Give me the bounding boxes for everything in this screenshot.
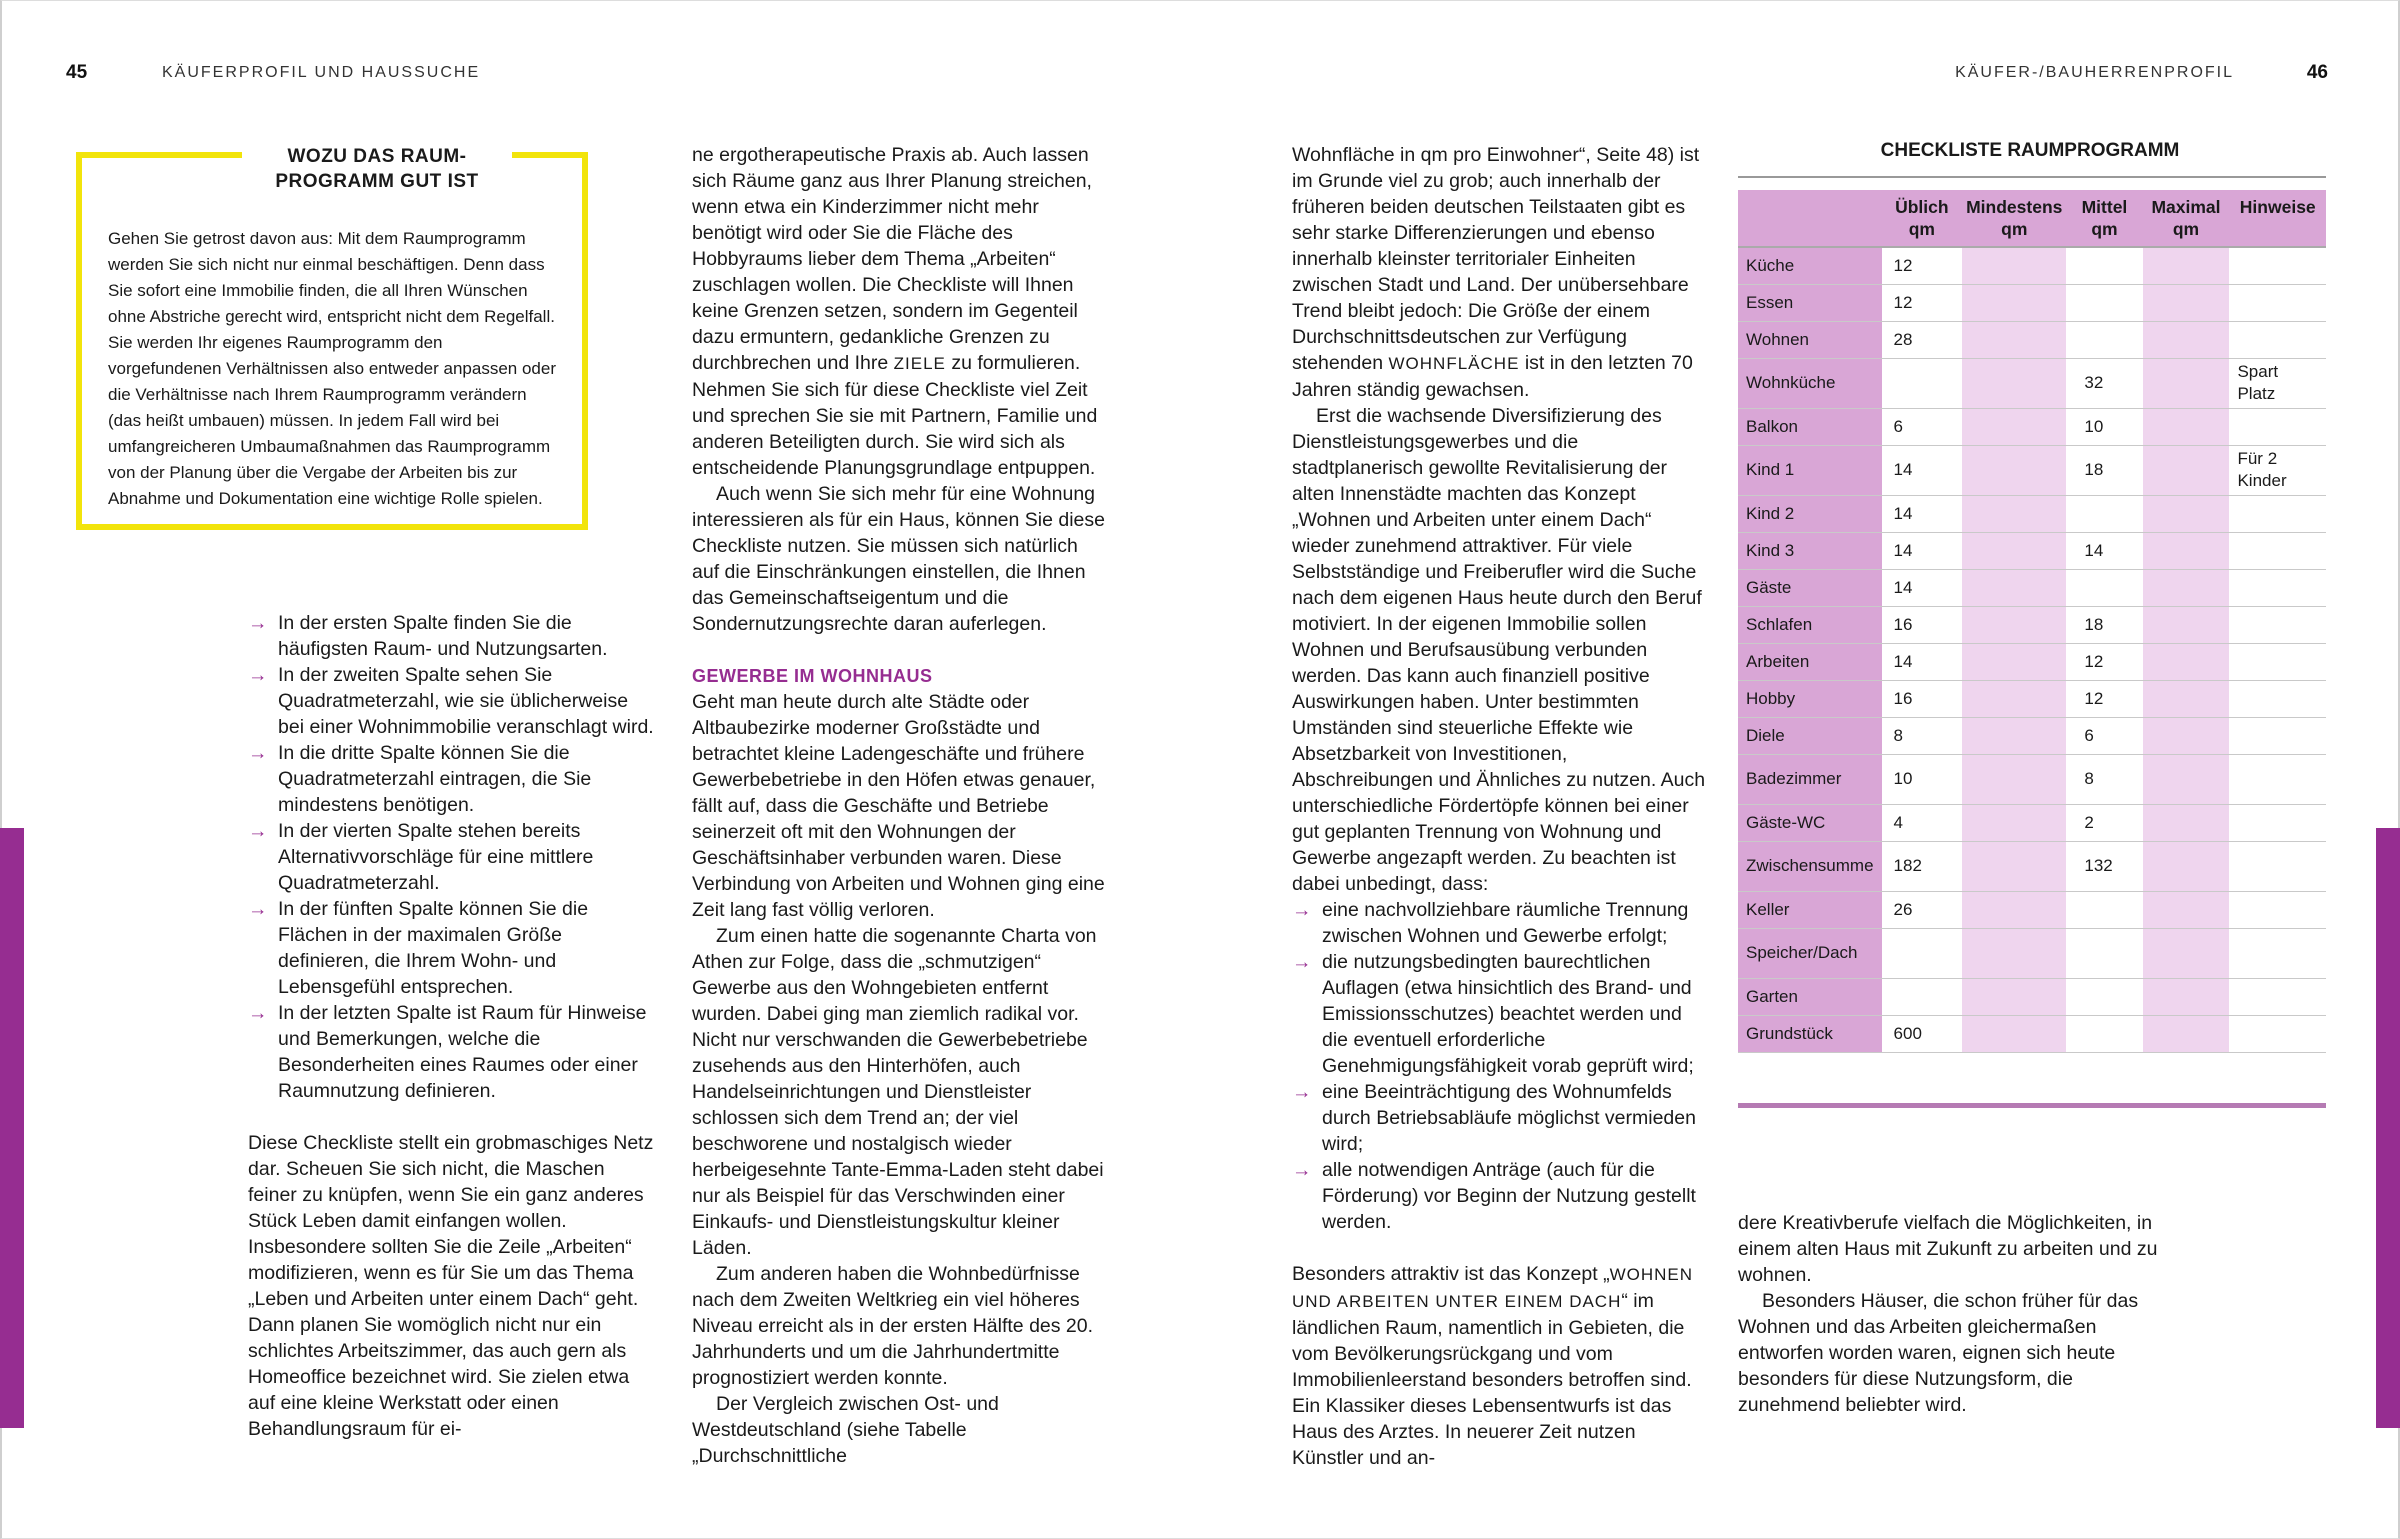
table-cell: 14 (1882, 569, 1963, 606)
list-item: → In die dritte Spalte können Sie die Quadratmeterzahl eintragen, die Sie mindestens benötigen. (248, 742, 592, 816)
header-cell: Mittel qm (2066, 190, 2142, 247)
arrow-icon: → (248, 898, 268, 920)
table-cell (2229, 754, 2326, 804)
table-cell (2229, 606, 2326, 643)
arrow-icon: → (248, 1002, 268, 1024)
row-label-cell: Wohnküche (1738, 358, 1882, 408)
table-cell (1962, 841, 2066, 891)
table-title: CHECKLISTE RAUMPROGRAMM (1880, 140, 2180, 161)
arrow-icon: → (248, 820, 268, 842)
row-label-cell: Küche (1738, 247, 1882, 284)
row-label-cell: Speicher/Dach (1738, 928, 1882, 978)
table-cell: 10 (2066, 408, 2142, 445)
table-cell (2143, 1015, 2230, 1052)
table-cell (2229, 891, 2326, 928)
table-cell: 182 (1882, 841, 1963, 891)
table-cell (1962, 754, 2066, 804)
table-row (1738, 928, 2326, 978)
arrow-icon: → (1292, 1081, 1312, 1103)
row-label-cell: Badezimmer (1738, 754, 1882, 804)
table-row (1738, 978, 2326, 1015)
list-item: → eine nachvollziehbare räumliche Trennung zwischen Wohnen und Gewerbe erfolgt; (1292, 899, 1689, 947)
table-cell (2066, 928, 2142, 978)
arrow-icon: → (248, 612, 268, 634)
table-cell (2143, 891, 2230, 928)
info-box-body: Gehen Sie getrost davon aus: Mit dem Raumprogramm werden Sie sich nicht nur einmal beschäftigen. Denn dass Sie sofort eine Immobilie finden, die all Ihren Wünschen ohne Abstriche gerecht wird, entspricht nicht dem Regelfall. Sie werden Ihr eigenes Raumprogramm den vorgefundenen Verhältnissen also entweder anpassen oder die Verhältnisse nach Ihrem Raumprogramm verändern (das heißt umbauen) müssen. In jedem Fall wird bei umfangreicheren Umbaumaßnahmen das Raumprogramm von der Planung über die Vergabe der Arbeiten bis zur Abnahme und Dokumentation eine wichtige Rolle spielen. (108, 229, 556, 508)
table-row (1738, 445, 2326, 495)
table-cell (2066, 569, 2142, 606)
table-cell (1962, 680, 2066, 717)
table-cell: 600 (1882, 1015, 1963, 1052)
left-page-number: 45 (66, 62, 88, 83)
paragraph: Zum einen hatte die sogenannte Charta von Athen zur Folge, dass die „schmutzigen“ Gewerbe aus den Wohngebieten entfernt wurden. Dabei ging man ziemlich radikal vor. Nicht nur verschwanden die Gewerbebetriebe zusehends aus den Hinterhöfen, auch Handelseinrichtungen und Dienstleister schlossen sich dem Trend an; der viel beschworene und nostalgisch wieder herbeigesehnte Tante-Emma-Laden steht dabei nur als Beispiel für das Verschwinden einer Einkaufs- und Dienstleistungskultur kleiner Läden. (692, 925, 1104, 1259)
subheading: GEWERBE IM WOHNHAUS (692, 666, 933, 686)
table-row (1738, 532, 2326, 569)
table-cell (1962, 606, 2066, 643)
table-cell (2143, 680, 2230, 717)
table-row (1738, 841, 2326, 891)
table-cell (2229, 569, 2326, 606)
row-label-cell: Schlafen (1738, 606, 1882, 643)
table-cell (1962, 321, 2066, 358)
table-cell (2143, 495, 2230, 532)
table-cell (1962, 569, 2066, 606)
table-cell (1962, 408, 2066, 445)
table-bottom-rule (1738, 1103, 2326, 1108)
header-cell: Hinweise (2229, 190, 2326, 247)
paragraph: Der Vergleich zwischen Ost- und Westdeutschland (siehe Tabelle „Durchschnittliche (692, 1393, 999, 1467)
table-cell (1962, 284, 2066, 321)
table-cell (2229, 928, 2326, 978)
row-label-cell: Grundstück (1738, 1015, 1882, 1052)
list-item: → In der fünften Spalte können Sie die Flächen in der maximalen Größe definieren, die Ihrem Wohn- und Lebensgefühl entsprechen. (248, 898, 589, 998)
info-box (76, 146, 588, 530)
column-1 (248, 610, 658, 1442)
row-label-cell: Keller (1738, 891, 1882, 928)
table-cell (2229, 408, 2326, 445)
table-cell (1882, 978, 1963, 1015)
table-cell (1962, 717, 2066, 754)
table-cell: 18 (2066, 445, 2142, 495)
table-cell (2229, 1015, 2326, 1052)
table-cell: 32 (2066, 358, 2142, 408)
arrow-icon: → (1292, 899, 1312, 921)
table-cell (1962, 928, 2066, 978)
table-cell (2229, 495, 2326, 532)
row-label-cell: Essen (1738, 284, 1882, 321)
table-cell (2066, 321, 2142, 358)
row-label-cell: Zwischensumme (1738, 841, 1882, 891)
table-cell (2066, 247, 2142, 284)
paragraph: Besonders Häuser, die schon früher für das Wohnen und das Arbeiten gleichermaßen entworfen worden waren, eignen sich heute besonders für diese Nutzungsform, die zunehmend beliebter wird. (1738, 1290, 2139, 1416)
column-1-bullets (248, 610, 658, 1104)
table-cell (2143, 247, 2230, 284)
paragraph: ne ergotherapeutische Praxis ab. Auch lassen sich Räume ganz aus Ihrer Planung streichen, wenn etwa ein Kinderzimmer nicht mehr benötigt wird oder Sie die Fläche des Hobbyraums lieber dem Thema „Arbeiten“ zuschlagen wollen. Die Checkliste will Ihnen keine Grenzen setzen, sondern im Gegenteil dazu ermuntern, gedankliche Grenzen zu durchbrechen und Ihre ZIELE zu formulieren. Nehmen Sie sich für diese Checkliste viel Zeit und sprechen Sie sie mit Partnern, Familie und anderen Beteiligten durch. Sie wird sich als entscheidende Planungsgrundlage entpuppen. (692, 144, 1098, 479)
table-cell (2229, 247, 2326, 284)
right-thumb-tab (2376, 828, 2400, 1428)
table-cell: 12 (2066, 680, 2142, 717)
table-cell (1882, 928, 1963, 978)
header-cell: Mindestens qm (1962, 190, 2066, 247)
header-cell (1738, 190, 1882, 247)
arrow-icon: → (248, 742, 268, 764)
table-cell (2066, 1015, 2142, 1052)
column-4 (1738, 1210, 2158, 1418)
table-cell: 4 (1882, 804, 1963, 841)
table-cell (2143, 928, 2230, 978)
table-row (1738, 804, 2326, 841)
table-cell (1962, 247, 2066, 284)
table-cell: 12 (1882, 247, 1963, 284)
table-cell: 26 (1882, 891, 1963, 928)
table-cell: 14 (2066, 532, 2142, 569)
table-cell (1962, 978, 2066, 1015)
paragraph: Geht man heute durch alte Städte oder Altbaubezirke moderner Großstädte und betrachtet kleine Ladengeschäfte und frühere Gewerbebetriebe in den Höfen etwas genauer, fällt auf, dass die Geschäfte und Betriebe seinerzeit oft mit den Wohnungen der Geschäftsinhaber verbunden waren. Diese Verbindung von Arbeiten und Wohnen ging eine Zeit lang fast völlig verloren. (692, 691, 1105, 921)
table-cell: 12 (1882, 284, 1963, 321)
paragraph: Zum anderen haben die Wohnbedürfnisse nach dem Zweiten Weltkrieg ein viel höheres Niveau erreicht als in der ersten Hälfte des 20. Jahrhunderts und um die Jahrhundertmitte prognostiziert werden konnte. (692, 1263, 1094, 1389)
table-cell: 14 (1882, 643, 1963, 680)
paragraph: Erst die wachsende Diversifizierung des Dienstleistungsgewerbes und die stadtplanerisch gewollte Revitalisierung der alten Innenstädte machten das Konzept „Wohnen und Arbeiten unter einem Dach“ wieder zunehmend attraktiver. Für viele Selbstständige und Freiberufler wird die Suche nach dem eigenen Haus heute durch den Beruf motiviert. In der eigenen Immobilie sollen Wohnen und Berufsausübung verbunden werden. Das kann auch finanziell positive Auswirkungen haben. Unter bestimmten Umständen sind steuerliche Effekte wie Absetzbarkeit von Investitionen, Abschreibungen und Ähnliches zu nutzen. Auch unterschiedliche Fördertöpfe können bei einer gut geplanten Trennung von Wohnung und Gewerbe angezapft werden. Zu beachten ist dabei unbedingt, dass: (1292, 405, 1706, 895)
table-cell (2229, 680, 2326, 717)
table-cell (2066, 891, 2142, 928)
paragraph: Auch wenn Sie sich mehr für eine Wohnung interessieren als für ein Haus, können Sie diese Checkliste nutzen. Sie müssen sich natürlich auf die Einschränkungen einstellen, die Ihnen das Gemeinschaftseigentum und die Sondernutzungsrechte daran auferlegen. (692, 483, 1105, 635)
table-cell: 12 (2066, 643, 2142, 680)
table-cell: 16 (1882, 606, 1963, 643)
table-row (1738, 1015, 2326, 1052)
table-row (1738, 643, 2326, 680)
checklist-table (1738, 190, 2326, 1053)
table-cell (2143, 804, 2230, 841)
table-cell (2229, 284, 2326, 321)
row-label-cell: Kind 1 (1738, 445, 1882, 495)
right-running-header: KÄUFER-/BAUHERRENPROFIL (1955, 64, 2234, 81)
table-rule (1738, 176, 2326, 178)
row-label-cell: Garten (1738, 978, 1882, 1015)
list-item: → die nutzungsbedingten baurechtlichen Auflagen (etwa hinsichtlich des Brand- und Emissionsschutzes) beachtet werden und die eventuell erforderliche Genehmigungsfähigkeit vorab geprüft wird; (1292, 951, 1694, 1077)
table-cell (2229, 841, 2326, 891)
table-cell: 28 (1882, 321, 1963, 358)
table-cell: 8 (2066, 754, 2142, 804)
table-cell (2229, 532, 2326, 569)
table-cell (1962, 495, 2066, 532)
table-cell (2229, 804, 2326, 841)
table-cell: 18 (2066, 606, 2142, 643)
row-label-cell: Kind 3 (1738, 532, 1882, 569)
list-item: → In der letzten Spalte ist Raum für Hinweise und Bemerkungen, welche die Besonderheiten eines Raumes oder einer Raumnutzung definieren. (248, 1002, 647, 1102)
row-label-cell: Diele (1738, 717, 1882, 754)
table-row (1738, 569, 2326, 606)
row-label-cell: Hobby (1738, 680, 1882, 717)
table-cell (2143, 717, 2230, 754)
info-box-title: WOZU DAS RAUM- PROGRAMM GUT IST (242, 144, 512, 194)
table-cell (2143, 754, 2230, 804)
row-label-cell: Gäste-WC (1738, 804, 1882, 841)
table-cell (1962, 532, 2066, 569)
arrow-icon: → (248, 664, 268, 686)
column-2 (692, 142, 1106, 1469)
table-cell (2066, 978, 2142, 1015)
column-3 (1292, 142, 1708, 1471)
table-cell (2229, 717, 2326, 754)
table-cell: 132 (2066, 841, 2142, 891)
table-cell: 6 (1882, 408, 1963, 445)
table-cell (2143, 532, 2230, 569)
table-cell: 8 (1882, 717, 1963, 754)
table-cell (1962, 358, 2066, 408)
table-cell: Für 2 Kinder (2229, 445, 2326, 495)
table-cell (2143, 321, 2230, 358)
left-thumb-tab (0, 828, 24, 1428)
paragraph: Wohnfläche in qm pro Einwohner“, Seite 48) ist im Grunde viel zu grob; auch innerhalb der früheren beiden deutschen Teilstaaten gibt es sehr starke Differenzierungen und ebenso innerhalb kleinster territorialer Einheiten zwischen Stadt und Land. Der unübersehbare Trend bleibt jedoch: Die Größe der einem Durchschnittsdeutschen zur Verfügung stehenden WOHNFLÄCHE ist in den letzten 70 Jahren ständig gewachsen. (1292, 144, 1700, 401)
table-row (1738, 754, 2326, 804)
arrow-icon: → (1292, 951, 1312, 973)
table-cell (2066, 495, 2142, 532)
table-row (1738, 358, 2326, 408)
table-cell (2229, 978, 2326, 1015)
table-cell (2143, 978, 2230, 1015)
table-row (1738, 247, 2326, 284)
table-row (1738, 408, 2326, 445)
table-cell: 10 (1882, 754, 1963, 804)
table-row (1738, 606, 2326, 643)
paragraph: dere Kreativberufe vielfach die Möglichkeiten, in einem alten Haus mit Zukunft zu arbeiten und zu wohnen. (1738, 1212, 2158, 1286)
table-cell (2143, 606, 2230, 643)
list-item: → eine Beeinträchtigung des Wohnumfelds durch Betriebsabläufe möglichst vermieden wird; (1292, 1081, 1696, 1155)
list-item: → In der ersten Spalte finden Sie die häufigsten Raum- und Nutzungsarten. (248, 612, 608, 660)
table-cell (1962, 445, 2066, 495)
list-item: → In der zweiten Spalte sehen Sie Quadratmeterzahl, wie sie üblicherweise bei einer Wohnimmobilie veranschlagt wird. (248, 664, 654, 738)
list-item: → alle notwendigen Anträge (auch für die Förderung) vor Beginn der Nutzung gestellt werden. (1292, 1159, 1696, 1233)
table-cell (2143, 643, 2230, 680)
table-cell (1882, 358, 1963, 408)
table-row (1738, 284, 2326, 321)
row-label-cell: Gäste (1738, 569, 1882, 606)
table-cell (1962, 891, 2066, 928)
table-row (1738, 891, 2326, 928)
header-cell: Üblich qm (1882, 190, 1963, 247)
row-label-cell: Kind 2 (1738, 495, 1882, 532)
table-cell: 6 (2066, 717, 2142, 754)
column-3-bullets (1292, 897, 1708, 1235)
table-cell (2143, 408, 2230, 445)
table-cell (1962, 1015, 2066, 1052)
table-cell (2143, 569, 2230, 606)
row-label-cell: Balkon (1738, 408, 1882, 445)
table-cell (1962, 643, 2066, 680)
table-cell (1962, 804, 2066, 841)
keyword: ZIELE (893, 354, 946, 373)
table-cell: 16 (1882, 680, 1963, 717)
table-cell (2229, 643, 2326, 680)
table-row (1738, 321, 2326, 358)
right-page-number: 46 (2306, 62, 2328, 83)
header-cell: Maximal qm (2143, 190, 2230, 247)
table-cell (2143, 284, 2230, 321)
table-cell: 14 (1882, 532, 1963, 569)
table-cell: Spart Platz (2229, 358, 2326, 408)
table-cell: 2 (2066, 804, 2142, 841)
list-item: → In der vierten Spalte stehen bereits Alternativvorschläge für eine mittlere Quadratmeterzahl. (248, 820, 594, 894)
table-cell: 14 (1882, 445, 1963, 495)
keyword: WOHNEN UND ARBEITEN UNTER EINEM DACH (1292, 1265, 1694, 1311)
row-label-cell: Wohnen (1738, 321, 1882, 358)
table-row (1738, 680, 2326, 717)
table-cell (2143, 358, 2230, 408)
table-cell (2143, 445, 2230, 495)
paragraph: Besonders attraktiv ist das Konzept „WOHNEN UND ARBEITEN UNTER EINEM DACH“ im ländlichen Raum, namentlich in Gebieten, die vom Bevölkerungsrückgang und vom Immobilienleerstand besonders betroffen sind. Ein Klassiker dieses Lebensentwurfs ist das Haus des Arztes. In neuerer Zeit nutzen Künstler und an- (1292, 1263, 1694, 1469)
left-running-header: KÄUFERPROFIL UND HAUSSUCHE (162, 64, 481, 81)
keyword: WOHNFLÄCHE (1388, 354, 1520, 373)
table-header-row (1738, 190, 2326, 247)
table-row (1738, 495, 2326, 532)
table-cell (2143, 841, 2230, 891)
table-cell: 14 (1882, 495, 1963, 532)
table-row (1738, 717, 2326, 754)
table-cell (2229, 321, 2326, 358)
row-label-cell: Arbeiten (1738, 643, 1882, 680)
paragraph: Diese Checkliste stellt ein grobmaschiges Netz dar. Scheuen Sie sich nicht, die Maschen feiner zu knüpfen, wenn Sie ein ganz anderes Stück Leben damit einfangen wollen. Insbesondere sollten Sie die Zeile „Arbeiten“ modifizieren, wenn es für Sie um das Thema „Leben und Arbeiten unter einem Dach“ geht. Dann planen Sie womöglich nicht nur ein schlichtes Arbeitszimmer, das auch gern als Homeoffice bezeichnet wird. Sie zielen etwa auf eine kleine Werkstatt oder einen Behandlungsraum für ei- (248, 1132, 654, 1440)
arrow-icon: → (1292, 1159, 1312, 1181)
table-cell (2066, 284, 2142, 321)
